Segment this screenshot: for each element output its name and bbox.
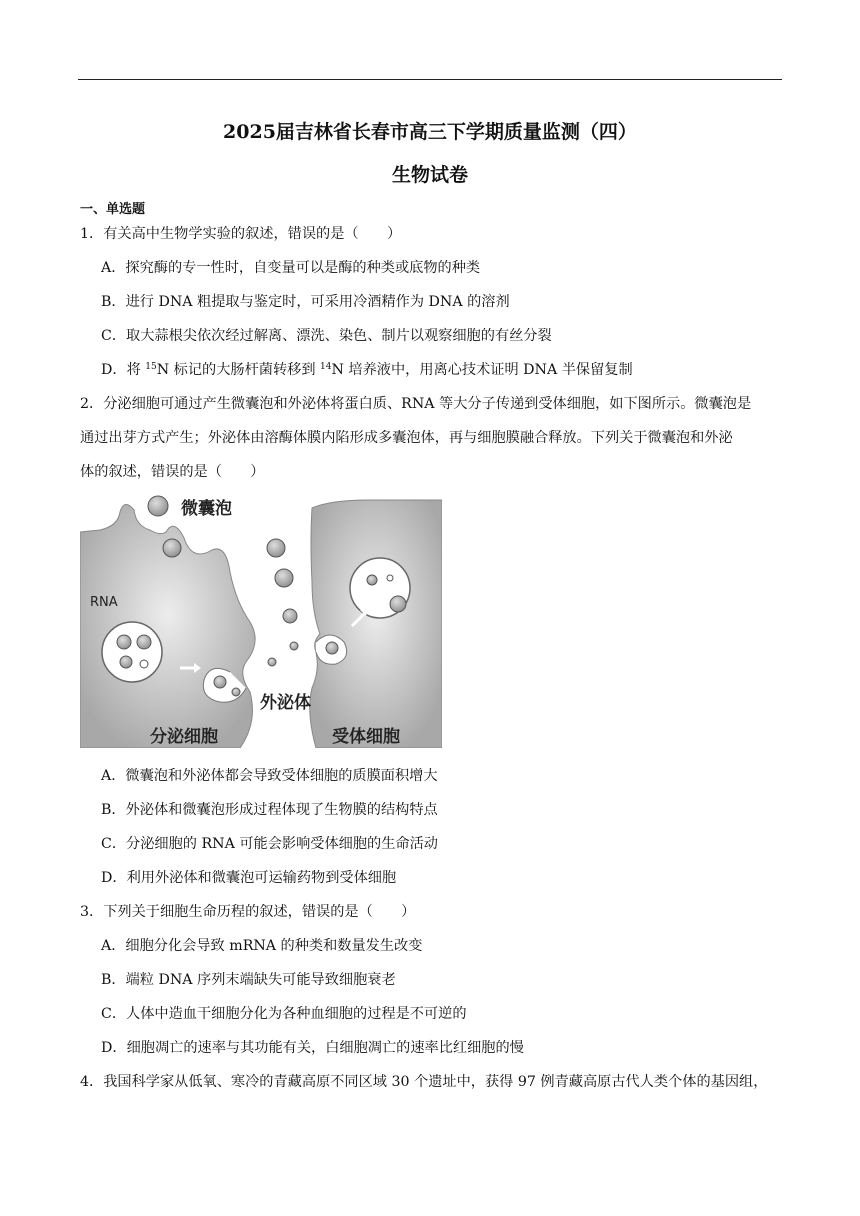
vesicle-diagram: [80, 492, 442, 748]
q2-stem-line2: 通过出芽方式产生；外泌体由溶酶体膜内陷形成多囊泡体，再与细胞膜融合释放。下列关于微囊泡和外泌: [80, 430, 733, 446]
label-exosome: 外泌体: [260, 693, 311, 713]
header-rule: [78, 79, 782, 80]
label-receptor-cell: 受体细胞: [332, 727, 400, 747]
q2-stem-line1: 2．分泌细胞可通过产生微囊泡和外泌体将蛋白质、RNA 等大分子传递到受体细胞，如下图所示。微囊泡是: [80, 396, 752, 412]
q3-option-a: A．细胞分化会导致 mRNA 的种类和数量发生改变: [101, 938, 423, 954]
q3-option-b: B．端粒 DNA 序列末端缺失可能导致细胞衰老: [101, 972, 396, 988]
section-heading: 一、单选题: [80, 202, 146, 217]
receptor-cell-shape: [310, 500, 442, 748]
q1-option-b: B．进行 DNA 粗提取与鉴定时，可采用冷酒精作为 DNA 的溶剂: [101, 294, 510, 310]
q2-option-d: D．利用外泌体和微囊泡可运输药物到受体细胞: [101, 870, 397, 886]
q3-option-c: C．人体中造血干细胞分化为各种血细胞的过程是不可逆的: [101, 1006, 467, 1022]
q2-option-a: A．微囊泡和外泌体都会导致受体细胞的质膜面积增大: [101, 768, 438, 784]
vesicle-figure: [80, 492, 442, 748]
q2-option-b: B．外泌体和微囊泡形成过程体现了生物膜的结构特点: [101, 802, 438, 818]
q2-stem-line3: 体的叙述，错误的是（ ）: [80, 464, 265, 480]
q1-option-a: A．探究酶的专一性时，自变量可以是酶的种类或底物的种类: [101, 260, 481, 276]
q1-option-d: D．将 $^{15}$N 标记的大肠杆菌转移到 $^{14}$N 培养液中，用离心技术证明 DNA 半保留复制: [101, 362, 633, 378]
exam-subtitle: 生物试卷: [391, 164, 468, 186]
q1-option-c: C．取大蒜根尖依次经过解离、漂洗、染色、制片以观察细胞的有丝分裂: [101, 328, 552, 344]
q2-option-c: C．分泌细胞的 RNA 可能会影响受体细胞的生命活动: [101, 836, 438, 852]
exam-title: 2025届吉林省长春市高三下学期质量监测（四）: [223, 121, 637, 143]
q3-option-d: D．细胞凋亡的速率与其功能有关，白细胞凋亡的速率比红细胞的慢: [101, 1040, 524, 1056]
label-microvesicle: 微囊泡: [181, 499, 232, 519]
q4-stem-line1: 4．我国科学家从低氧、寒冷的青藏高原不同区域 30 个遗址中，获得 97 例青藏高原古代人类个体的基因组，: [80, 1074, 768, 1090]
label-rna: RNA: [90, 595, 118, 610]
q1-stem: 1．有关高中生物学实验的叙述，错误的是（ ）: [80, 226, 402, 242]
label-secretory-cell: 分泌细胞: [150, 727, 218, 747]
q3-stem: 3．下列关于细胞生命历程的叙述，错误的是（ ）: [80, 904, 416, 920]
